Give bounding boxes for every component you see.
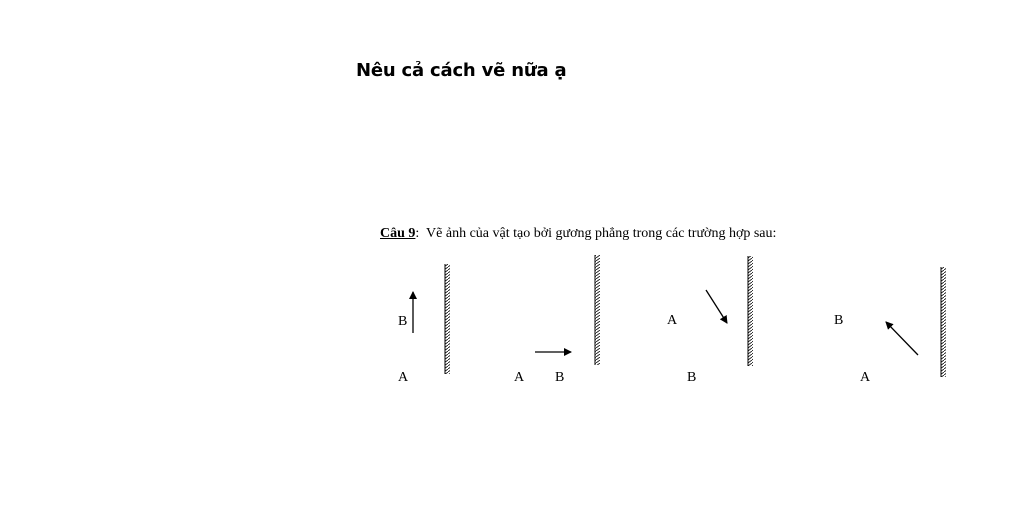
object-arrow-3: [706, 290, 727, 323]
question-separator: :: [415, 226, 420, 241]
figure-1-label-b: B: [398, 314, 408, 329]
mirror-1: [445, 264, 450, 374]
figure-2-label-a: A: [514, 370, 525, 385]
post-heading: Nêu cả cách vẽ nữa ạ: [356, 60, 567, 81]
figure-3-label-b: B: [687, 370, 697, 385]
figure-2: [535, 255, 600, 365]
object-arrow-4: [886, 322, 918, 355]
figure-1: [413, 264, 450, 374]
figure-1-label-a: A: [398, 370, 409, 385]
mirror-2: [595, 255, 600, 365]
figure-2-label-b: B: [555, 370, 565, 385]
figure-4: [886, 267, 946, 377]
figure-3: [706, 256, 753, 366]
mirror-4: [941, 267, 946, 377]
mirror-3: [748, 256, 753, 366]
question-text: Vẽ ảnh của vật tạo bởi gương phẳng trong các trường hợp sau:: [426, 226, 777, 241]
question-number: Câu 9: [380, 226, 416, 241]
figure-4-label-a: A: [860, 370, 871, 385]
figure-4-label-b: B: [834, 313, 844, 328]
figure-3-label-a: A: [667, 313, 678, 328]
